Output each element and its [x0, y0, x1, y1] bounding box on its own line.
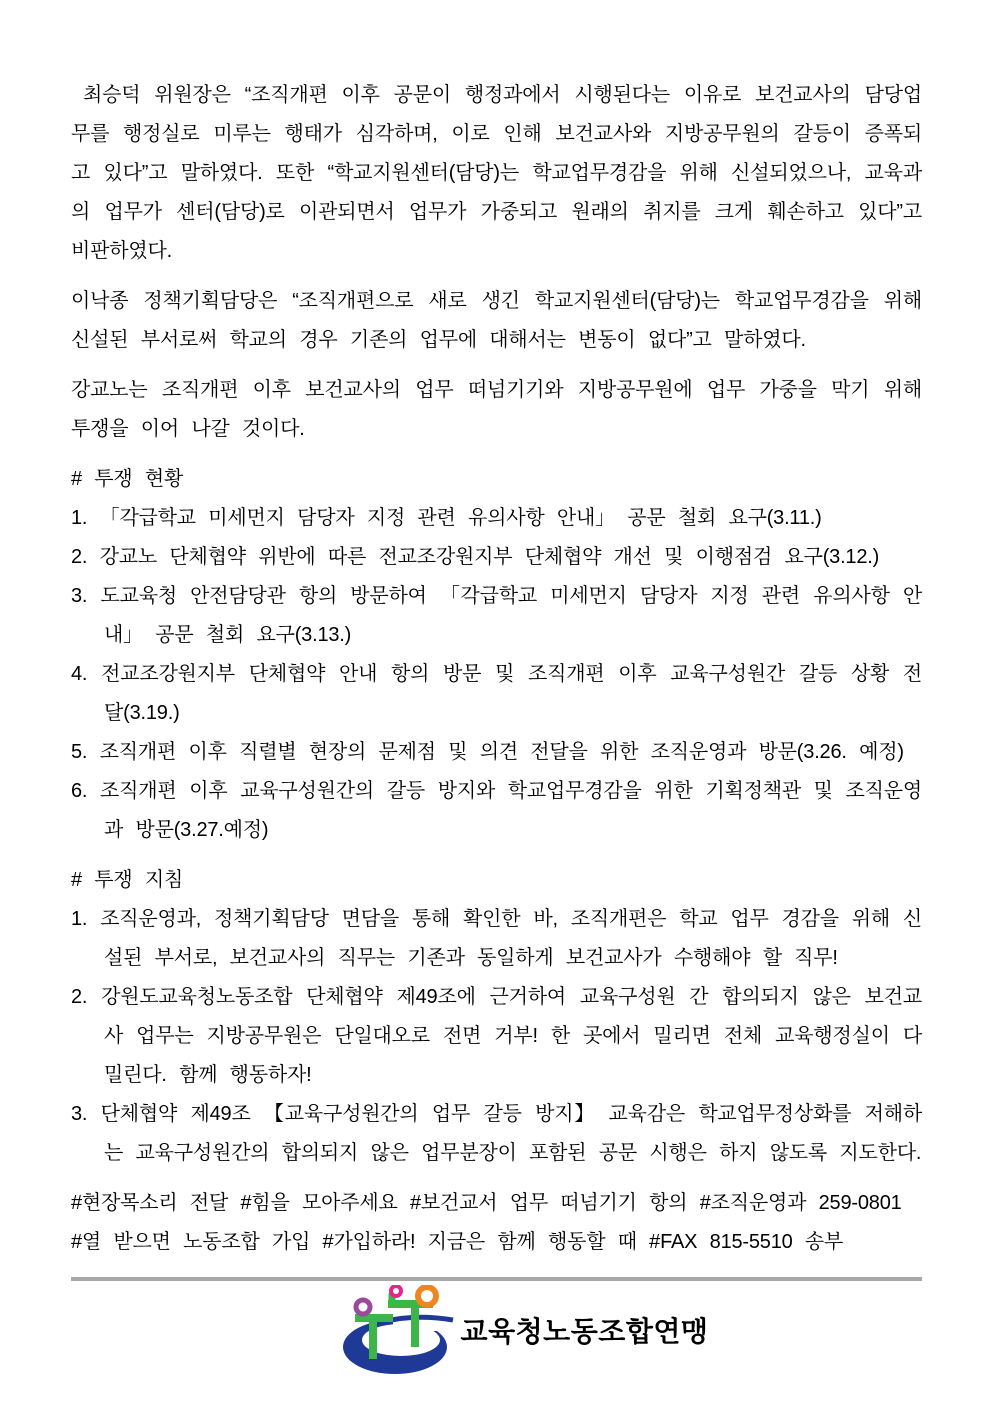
- hashtag-block: [71, 1184, 922, 1262]
- list-item: [71, 655, 922, 733]
- list-item-text: 단체협약 제49조 【교육구성원간의 업무 갈등 방지】 교육감은 학교업무정상화를 저해하는 교육구성원간의 합의되지 않은 업무분장이 포함된 공문 시행은 하지 않도록 지도한다.: [100, 1103, 922, 1164]
- list-item-text: 강원도교육청노동조합 단체협약 제49조에 근거하여 교육구성원 간 합의되지 않은 보건교사 업무는 지방공무원은 단일대오로 전면 거부! 한 곳에서 밀리면 전체 교육행정실이 다 밀린다. 함께 행동하자!: [101, 986, 922, 1086]
- list-item-text: 조직개편 이후 교육구성원간의 갈등 방지와 학교업무경감을 위한 기획정책관 및 조직운영과 방문(3.27.예정): [100, 780, 922, 841]
- union-logo-icon: [343, 1285, 455, 1375]
- list-item-number: 2.: [71, 546, 88, 568]
- section-struggle-status: [71, 460, 922, 850]
- list-item-text: 도교육청 안전담당관 항의 방문하여 「각급학교 미세먼지 담당자 지정 관련 유의사항 안내」 공문 철회 요구(3.13.): [100, 585, 922, 646]
- paragraph: 이낙종 정책기획담당은 “조직개편으로 새로 생긴 학교지원센터(담당)는 학교업무경감을 위해 신설된 부서로써 학교의 경우 기존의 업무에 대해서는 변동이 없다”고 말하였다.: [71, 290, 922, 351]
- list-item-number: 1.: [71, 507, 88, 529]
- list-item: [71, 1095, 922, 1173]
- list-item: [71, 900, 922, 978]
- hashtag-line: #열 받으면 노동조합 가입 #가입하라! 지금은 함께 행동할 때 #FAX 815-5510 송부: [71, 1231, 844, 1253]
- list-item-text: 강교노 단체협약 위반에 따른 전교조강원지부 단체협약 개선 및 이행점검 요구(3.12.): [99, 546, 880, 568]
- paragraph: 강교노는 조직개편 이후 보건교사의 업무 떠넘기기와 지방공무원에 업무 가중을 막기 위해 투쟁을 이어 나갈 것이다.: [71, 379, 922, 440]
- list-item-text: 전교조강원지부 단체협약 안내 항의 방문 및 조직개편 이후 교육구성원간 갈등 상황 전달(3.19.): [101, 663, 922, 724]
- list-item: [71, 577, 922, 655]
- list-item: [71, 733, 922, 772]
- list-item-number: 1.: [71, 908, 88, 930]
- list-item: [71, 538, 922, 577]
- list-item: [71, 978, 922, 1095]
- section-heading: # 투쟁 지침: [71, 869, 184, 891]
- hashtag-line: #현장목소리 전달 #힘을 모아주세요 #보건교서 업무 떠넘기기 항의 #조직운영과 259-0801: [71, 1192, 902, 1214]
- document-body: [71, 76, 922, 1262]
- logo-text: 교육청노동조합연맹: [460, 1316, 709, 1347]
- paragraph: 최승덕 위원장은 “조직개편 이후 공문이 행정과에서 시행된다는 이유로 보건교사의 담당업무를 행정실로 미루는 행태가 심각하며, 이로 인해 보건교사와 지방공무원의 갈등이 증폭되고 있다”고 말하였다. 또한 “학교지원센터(담당)는 학교업무경감을 위해 신설되었으나, 교육과의 업무가 센터(담당)로 이관되면서 업무가 가중되고 원래의 취지를 크게 훼손하고 있다”고 비판하였다.: [71, 84, 922, 262]
- list-item: [71, 772, 922, 850]
- list-item: [71, 499, 922, 538]
- list-item-number: 4.: [71, 663, 88, 685]
- divider: [71, 1277, 922, 1281]
- section-heading: # 투쟁 현황: [71, 468, 184, 490]
- list-item-text: 조직운영과, 정책기획담당 면담을 통해 확인한 바, 조직개편은 학교 업무 경감을 위해 신설된 부서로, 보건교사의 직무는 기존과 동일하게 보건교사가 수행해야 할 직무!: [100, 908, 922, 969]
- list-item-number: 2.: [71, 986, 88, 1008]
- org-logo: [129, 1285, 922, 1375]
- list-item-text: 조직개편 이후 직렬별 현장의 문제점 및 의견 전달을 위한 조직운영과 방문(3.26. 예정): [99, 741, 904, 763]
- list-item-number: 3.: [71, 1103, 88, 1125]
- list-item-number: 3.: [71, 585, 88, 607]
- list-item-number: 6.: [71, 780, 88, 802]
- list-item-number: 5.: [71, 741, 88, 763]
- section-struggle-guideline: [71, 861, 922, 1173]
- list-item-text: 「각급학교 미세먼지 담당자 지정 관련 유의사항 안내」 공문 철회 요구(3.11.): [99, 507, 822, 529]
